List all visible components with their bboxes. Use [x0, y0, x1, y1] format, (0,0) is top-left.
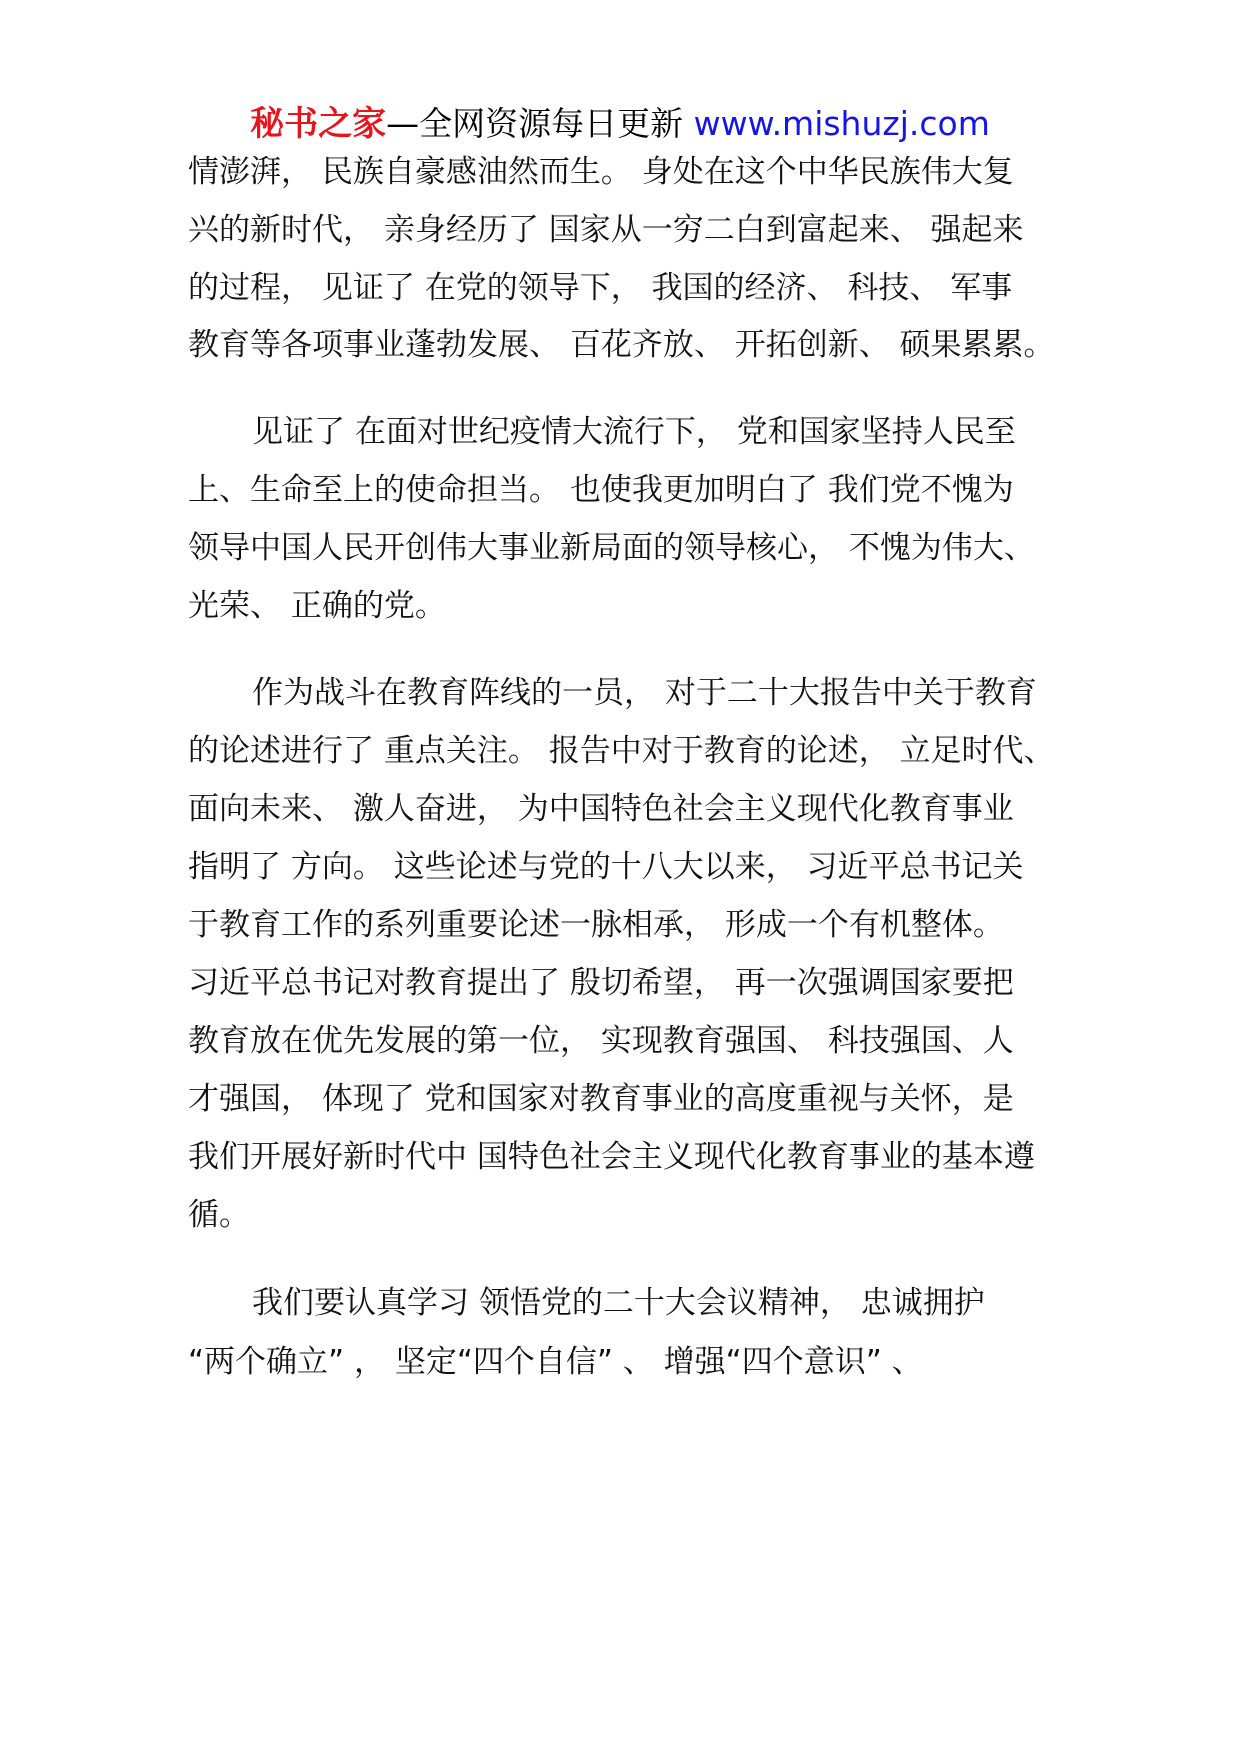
- text-line: 习近平总书记对教育提出了 殷切希望， 再一次强调国家要把: [188, 965, 1014, 1001]
- text-line: 于教育工作的系列重要论述一脉相承， 形成一个有机整体。: [188, 907, 1004, 943]
- text-line: 作为战斗在教育阵线的一员， 对于二十大报告中关于教育: [252, 675, 1037, 711]
- text-line: 情澎湃， 民族自豪感油然而生。 身处在这个中华民族伟大复: [188, 154, 1014, 190]
- text-line: 循。: [188, 1197, 250, 1233]
- text-line: 兴的新时代， 亲身经历了 国家从一穷二白到富起来、 强起来: [188, 212, 1024, 248]
- site-tagline: —全网资源每日更新: [386, 104, 684, 143]
- site-header: [0, 100, 1240, 148]
- site-url[interactable]: www.mishuzj.com: [693, 104, 990, 143]
- text-line: 指明了 方向。 这些论述与党的十八大以来， 习近平总书记关: [188, 849, 1024, 885]
- text-line: 的过程， 见证了 在党的领导下， 我国的经济、 科技、 军事: [188, 270, 1013, 306]
- text-line: 光荣、 正确的党。: [188, 588, 446, 624]
- site-brand: 秘书之家: [250, 104, 387, 144]
- text-line: “两个确立” ， 坚定“四个自信” 、 增强“四个意识” 、: [188, 1344, 923, 1380]
- text-line: 教育放在优先发展的第一位， 实现教育强国、 科技强国、人: [188, 1023, 1014, 1059]
- text-line: 教育等各项事业蓬勃发展、 百花齐放、 开拓创新、 硕果累累。: [188, 327, 1055, 363]
- text-line: 领导中国人民开创伟大事业新局面的领导核心， 不愧为伟大、: [188, 530, 1035, 566]
- text-line: 面向未来、 激人奋进， 为中国特色社会主义现代化教育事业: [188, 791, 1014, 827]
- text-line: 才强国， 体现了 党和国家对教育事业的高度重视与关怀，是: [188, 1081, 1014, 1117]
- text-line: 我们开展好新时代中 国特色社会主义现代化教育事业的基本遵: [188, 1139, 1035, 1175]
- text-line: 上、生命至上的使命担当。 也使我更加明白了 我们党不愧为: [188, 472, 1014, 508]
- text-line: 见证了 在面对世纪疫情大流行下， 党和国家坚持人民至: [252, 414, 1016, 450]
- text-line: 的论述进行了 重点关注。 报告中对于教育的论述， 立足时代、: [188, 733, 1055, 769]
- text-line: 我们要认真学习 领悟党的二十大会议精神， 忠诚拥护: [252, 1285, 985, 1321]
